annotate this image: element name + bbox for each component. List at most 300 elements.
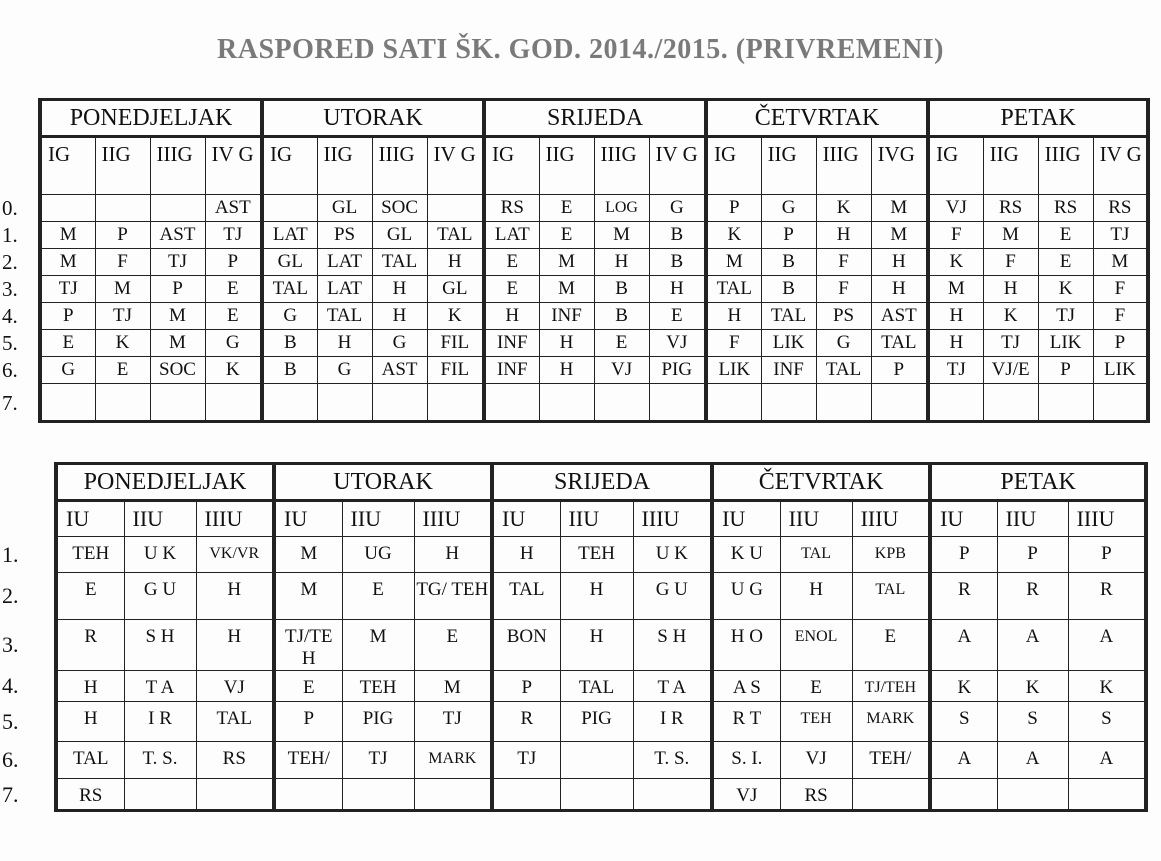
schedule-cell: A S xyxy=(712,671,780,702)
schedule-cell: TJ xyxy=(342,742,414,779)
schedule-cell: FIL xyxy=(427,357,484,384)
schedule-cell: S. I. xyxy=(712,742,780,779)
schedule-cell: F xyxy=(1093,276,1148,303)
schedule-cell xyxy=(761,384,816,422)
schedule-cell: M xyxy=(1093,249,1148,276)
schedule-cell: LIK xyxy=(706,357,761,384)
schedule-cell: TAL xyxy=(560,671,633,702)
schedule-cell xyxy=(150,384,205,422)
period-number: 5. xyxy=(2,331,18,355)
schedule-cell xyxy=(1093,384,1148,422)
schedule-cell: TAL xyxy=(706,276,761,303)
schedule-cell: P xyxy=(40,303,95,330)
schedule-cell: TAL xyxy=(852,573,930,620)
schedule-cell: S H xyxy=(124,620,196,671)
class-header: IG xyxy=(262,137,317,195)
schedule-cell: A xyxy=(930,742,997,779)
schedule-cell: K xyxy=(930,671,997,702)
schedule-cell: GL xyxy=(317,195,372,222)
schedule-cell: B xyxy=(594,276,649,303)
schedule-cell: F xyxy=(1093,303,1148,330)
schedule-cell: LAT xyxy=(484,222,539,249)
schedule-cell xyxy=(40,384,95,422)
day-header: UTORAK xyxy=(274,464,492,501)
schedule-cell: A xyxy=(997,742,1068,779)
schedule-cell xyxy=(124,779,196,811)
schedule-cell xyxy=(205,384,262,422)
class-header: IU xyxy=(930,501,997,537)
class-header: IIU xyxy=(780,501,852,537)
schedule-cell: B xyxy=(761,249,816,276)
schedule-cell xyxy=(317,384,372,422)
day-header: ČETVRTAK xyxy=(706,100,928,137)
schedule-cell: VJ xyxy=(649,330,706,357)
schedule-cell: H xyxy=(56,671,124,702)
schedule-cell: E xyxy=(780,671,852,702)
schedule-cell xyxy=(427,384,484,422)
schedule-cell xyxy=(484,384,539,422)
schedule-cell: TJ/TEH xyxy=(852,671,930,702)
schedule-cell: VJ xyxy=(196,671,274,702)
schedule-cell: TEH xyxy=(56,537,124,573)
schedule-cell: R xyxy=(56,620,124,671)
schedule-cell: M xyxy=(150,303,205,330)
schedule-cell: LIK xyxy=(1038,330,1093,357)
schedule-cell: H xyxy=(56,702,124,742)
schedule-cell: P xyxy=(997,537,1068,573)
class-header: IIIG xyxy=(1038,137,1093,195)
schedule-cell: AST xyxy=(871,303,928,330)
period-number: 2. xyxy=(2,250,18,274)
schedule-cell: RS xyxy=(1038,195,1093,222)
schedule-cell xyxy=(262,384,317,422)
schedule-cell: GL xyxy=(372,222,427,249)
schedule-cell: TJ xyxy=(414,702,492,742)
schedule-cell: TJ xyxy=(95,303,150,330)
schedule-cell: H xyxy=(196,573,274,620)
day-header: SRIJEDA xyxy=(492,464,712,501)
period-number: 5. xyxy=(2,708,19,734)
schedule-cell: G xyxy=(317,357,372,384)
schedule-cell: F xyxy=(95,249,150,276)
schedule-cell: MARK xyxy=(852,702,930,742)
class-header: IIIG xyxy=(594,137,649,195)
schedule-cell: H xyxy=(317,330,372,357)
schedule-cell xyxy=(928,384,983,422)
schedule-cell: R T xyxy=(712,702,780,742)
schedule-cell: T. S. xyxy=(124,742,196,779)
schedule-cell: INF xyxy=(761,357,816,384)
schedule-cell: M xyxy=(274,537,342,573)
schedule-cell: K xyxy=(983,303,1038,330)
schedule-cell: TAL xyxy=(492,573,560,620)
schedule-table-g xyxy=(0,98,1150,423)
schedule-cell: H xyxy=(983,276,1038,303)
schedule-cell: H xyxy=(372,303,427,330)
schedule-cell: TAL xyxy=(816,357,871,384)
schedule-cell xyxy=(1068,779,1146,811)
schedule-cell: I R xyxy=(633,702,712,742)
schedule-cell: PIG xyxy=(342,702,414,742)
schedule-cell: LAT xyxy=(317,249,372,276)
schedule-cell: TAL xyxy=(761,303,816,330)
schedule-cell: P xyxy=(930,537,997,573)
class-header: IIIG xyxy=(372,137,427,195)
schedule-cell: E xyxy=(539,195,594,222)
schedule-cell: B xyxy=(262,357,317,384)
schedule-cell: K xyxy=(928,249,983,276)
class-header: IIIU xyxy=(1068,501,1146,537)
schedule-cell: H xyxy=(780,573,852,620)
period-number: 2. xyxy=(2,583,19,608)
schedule-cell: UG xyxy=(342,537,414,573)
class-header: IIG xyxy=(761,137,816,195)
schedule-cell: LIK xyxy=(1093,357,1148,384)
schedule-cell: TJ xyxy=(1038,303,1093,330)
schedule-cell: E xyxy=(1038,249,1093,276)
schedule-cell: TAL xyxy=(317,303,372,330)
schedule-cell: R xyxy=(930,573,997,620)
schedule-cell: R xyxy=(1068,573,1146,620)
schedule-cell xyxy=(706,384,761,422)
class-header: IU xyxy=(492,501,560,537)
class-header: IIIU xyxy=(414,501,492,537)
schedule-cell: U K xyxy=(124,537,196,573)
schedule-cell: P xyxy=(761,222,816,249)
schedule-cell: H xyxy=(594,249,649,276)
class-header: IV G xyxy=(1093,137,1148,195)
schedule-cell: M xyxy=(274,573,342,620)
schedule-cell: P xyxy=(492,671,560,702)
day-header: UTORAK xyxy=(262,100,484,137)
period-number: 7. xyxy=(2,390,18,415)
schedule-cell: TG/ TEH xyxy=(414,573,492,620)
schedule-cell: RS xyxy=(484,195,539,222)
schedule-cell: MARK xyxy=(414,742,492,779)
schedule-cell: LOG xyxy=(594,195,649,222)
schedule-cell xyxy=(95,384,150,422)
schedule-cell xyxy=(871,384,928,422)
schedule-cell: VJ xyxy=(712,779,780,811)
class-header: IIG xyxy=(317,137,372,195)
schedule-cell: TEH xyxy=(560,537,633,573)
schedule-cell: H xyxy=(871,276,928,303)
schedule-cell: S xyxy=(930,702,997,742)
schedule-cell: H xyxy=(484,303,539,330)
period-number: 1. xyxy=(2,541,19,567)
schedule-cell: B xyxy=(649,249,706,276)
corner-cell xyxy=(0,464,56,501)
class-header: IV G xyxy=(649,137,706,195)
schedule-cell: E xyxy=(484,276,539,303)
schedule-cell: K xyxy=(427,303,484,330)
schedule-cell: K xyxy=(997,671,1068,702)
schedule-cell: M xyxy=(983,222,1038,249)
schedule-cell: P xyxy=(205,249,262,276)
schedule-cell: H xyxy=(539,330,594,357)
schedule-cell: T A xyxy=(124,671,196,702)
schedule-cell: K xyxy=(205,357,262,384)
schedule-cell: TJ xyxy=(150,249,205,276)
schedule-cell: U K xyxy=(633,537,712,573)
corner-cell xyxy=(0,137,40,195)
schedule-cell: H xyxy=(928,303,983,330)
period-number: 7. xyxy=(2,781,19,807)
schedule-cell: M xyxy=(871,222,928,249)
schedule-cell: A xyxy=(1068,742,1146,779)
day-header: PONEDJELJAK xyxy=(40,100,262,137)
schedule-cell: E xyxy=(1038,222,1093,249)
period-number: 4. xyxy=(2,673,19,698)
schedule-cell xyxy=(560,742,633,779)
day-header: PONEDJELJAK xyxy=(56,464,274,501)
schedule-cell: M xyxy=(706,249,761,276)
schedule-cell: VJ xyxy=(928,195,983,222)
schedule-cell: VJ xyxy=(594,357,649,384)
schedule-cell xyxy=(594,384,649,422)
schedule-cell: TJ xyxy=(40,276,95,303)
schedule-cell: K xyxy=(95,330,150,357)
schedule-cell: S xyxy=(997,702,1068,742)
day-header: ČETVRTAK xyxy=(712,464,930,501)
schedule-cell xyxy=(560,779,633,811)
schedule-cell: R xyxy=(492,702,560,742)
schedule-cell: H xyxy=(492,537,560,573)
schedule-cell: H O xyxy=(712,620,780,671)
schedule-cell: VJ xyxy=(780,742,852,779)
schedule-cell xyxy=(492,779,560,811)
schedule-cell: H xyxy=(816,222,871,249)
schedule-cell xyxy=(1038,384,1093,422)
class-header: IIG xyxy=(95,137,150,195)
class-header: IV G xyxy=(205,137,262,195)
schedule-cell: K xyxy=(1038,276,1093,303)
schedule-cell: P xyxy=(274,702,342,742)
schedule-cell: G xyxy=(649,195,706,222)
schedule-cell: TAL xyxy=(780,537,852,573)
schedule-cell: F xyxy=(983,249,1038,276)
class-header: IIU xyxy=(560,501,633,537)
schedule-cell: TAL xyxy=(427,222,484,249)
schedule-cell: H xyxy=(560,620,633,671)
period-number: 1. xyxy=(2,223,18,247)
class-header: IIIU xyxy=(196,501,274,537)
schedule-cell: G xyxy=(372,330,427,357)
period-number: 6. xyxy=(2,747,19,772)
schedule-cell: TJ xyxy=(492,742,560,779)
schedule-cell: S xyxy=(1068,702,1146,742)
schedule-cell: VK/VR xyxy=(196,537,274,573)
schedule-cell: RS xyxy=(983,195,1038,222)
schedule-cell xyxy=(997,779,1068,811)
schedule-cell: T. S. xyxy=(633,742,712,779)
schedule-cell xyxy=(95,195,150,222)
schedule-cell: TAL xyxy=(262,276,317,303)
schedule-cell xyxy=(983,384,1038,422)
schedule-cell: ENOL xyxy=(780,620,852,671)
schedule-cell: G U xyxy=(124,573,196,620)
class-header: IIU xyxy=(342,501,414,537)
schedule-cell: H xyxy=(928,330,983,357)
schedule-cell: VJ/E xyxy=(983,357,1038,384)
schedule-cell xyxy=(262,195,317,222)
class-header: IU xyxy=(56,501,124,537)
schedule-cell: B xyxy=(262,330,317,357)
schedule-cell: G xyxy=(205,330,262,357)
class-header: IG xyxy=(928,137,983,195)
schedule-cell xyxy=(40,195,95,222)
schedule-cell: PS xyxy=(317,222,372,249)
schedule-cell: LIK xyxy=(761,330,816,357)
schedule-cell: B xyxy=(761,276,816,303)
class-header: IIG xyxy=(983,137,1038,195)
schedule-cell: PS xyxy=(816,303,871,330)
schedule-cell: RS xyxy=(56,779,124,811)
schedule-cell: TAL xyxy=(56,742,124,779)
schedule-cell: H xyxy=(560,573,633,620)
schedule-cell: TAL xyxy=(196,702,274,742)
schedule-cell: G xyxy=(816,330,871,357)
schedule-cell: BON xyxy=(492,620,560,671)
schedule-cell: M xyxy=(928,276,983,303)
schedule-cell xyxy=(930,779,997,811)
schedule-cell xyxy=(852,779,930,811)
schedule-cell: RS xyxy=(780,779,852,811)
class-header: IG xyxy=(40,137,95,195)
schedule-cell: M xyxy=(95,276,150,303)
schedule-cell: TJ xyxy=(928,357,983,384)
schedule-cell xyxy=(649,384,706,422)
schedule-cell xyxy=(342,779,414,811)
schedule-cell: TJ xyxy=(1093,222,1148,249)
schedule-cell: M xyxy=(594,222,649,249)
class-header: IIG xyxy=(539,137,594,195)
schedule-cell: PIG xyxy=(649,357,706,384)
class-header: IV G xyxy=(427,137,484,195)
class-header: IIIU xyxy=(852,501,930,537)
schedule-cell xyxy=(414,779,492,811)
period-number: 6. xyxy=(2,358,18,382)
schedule-cell xyxy=(427,195,484,222)
schedule-cell: INF xyxy=(484,330,539,357)
schedule-cell: F xyxy=(816,276,871,303)
schedule-cell: P xyxy=(1038,357,1093,384)
schedule-cell xyxy=(196,779,274,811)
period-number: 3. xyxy=(2,632,19,657)
period-number: 4. xyxy=(2,304,18,328)
schedule-cell: M xyxy=(40,222,95,249)
schedule-cell: KPB xyxy=(852,537,930,573)
schedule-cell: E xyxy=(40,330,95,357)
class-header: IIIG xyxy=(816,137,871,195)
schedule-cell: G xyxy=(761,195,816,222)
schedule-cell: B xyxy=(594,303,649,330)
schedule-cell: SOC xyxy=(150,357,205,384)
period-number: 3. xyxy=(2,277,18,301)
schedule-cell: K xyxy=(706,222,761,249)
schedule-cell: TAL xyxy=(871,330,928,357)
day-header: PETAK xyxy=(928,100,1148,137)
period-number: 0. xyxy=(2,196,18,220)
schedule-cell: T A xyxy=(633,671,712,702)
class-header: IVG xyxy=(871,137,928,195)
schedule-cell: I R xyxy=(124,702,196,742)
schedule-cell: M xyxy=(539,276,594,303)
schedule-cell xyxy=(539,384,594,422)
schedule-cell xyxy=(372,384,427,422)
schedule-cell: TJ/TE H xyxy=(274,620,342,671)
schedule-cell: H xyxy=(414,537,492,573)
schedule-cell: TEH xyxy=(780,702,852,742)
corner-cell xyxy=(0,100,40,137)
schedule-cell: M xyxy=(40,249,95,276)
schedule-cell: H xyxy=(871,249,928,276)
schedule-cell xyxy=(150,195,205,222)
schedule-cell: TEH xyxy=(342,671,414,702)
schedule-cell: M xyxy=(539,249,594,276)
schedule-cell: H xyxy=(196,620,274,671)
schedule-cell: S H xyxy=(633,620,712,671)
schedule-cell: E xyxy=(95,357,150,384)
schedule-cell: F xyxy=(706,330,761,357)
schedule-cell: B xyxy=(649,222,706,249)
schedule-cell: U G xyxy=(712,573,780,620)
schedule-cell: P xyxy=(1093,330,1148,357)
schedule-cell: E xyxy=(205,303,262,330)
class-header: IU xyxy=(274,501,342,537)
schedule-cell: RS xyxy=(1093,195,1148,222)
schedule-cell: AST xyxy=(372,357,427,384)
schedule-cell: R xyxy=(997,573,1068,620)
schedule-cell: K xyxy=(1068,671,1146,702)
schedule-cell xyxy=(274,779,342,811)
schedule-cell: F xyxy=(816,249,871,276)
schedule-cell: INF xyxy=(539,303,594,330)
day-header: SRIJEDA xyxy=(484,100,706,137)
schedule-cell: P xyxy=(95,222,150,249)
schedule-cell: M xyxy=(414,671,492,702)
class-header: IG xyxy=(484,137,539,195)
schedule-cell: G xyxy=(40,357,95,384)
schedule-cell: AST xyxy=(150,222,205,249)
schedule-cell: RS xyxy=(196,742,274,779)
schedule-cell: H xyxy=(539,357,594,384)
schedule-cell: H xyxy=(372,276,427,303)
schedule-cell: A xyxy=(930,620,997,671)
schedule-cell: TJ xyxy=(983,330,1038,357)
schedule-cell: F xyxy=(928,222,983,249)
class-header: IG xyxy=(706,137,761,195)
class-header: IU xyxy=(712,501,780,537)
schedule-cell: TEH/ xyxy=(274,742,342,779)
schedule-cell: E xyxy=(56,573,124,620)
schedule-cell: K xyxy=(816,195,871,222)
page-title: RASPORED SATI ŠK. GOD. 2014./2015. (PRIVREMENI) xyxy=(217,34,944,65)
schedule-cell: E xyxy=(484,249,539,276)
schedule-cell: P xyxy=(1068,537,1146,573)
schedule-cell: A xyxy=(997,620,1068,671)
schedule-cell: E xyxy=(205,276,262,303)
class-header: IIIU xyxy=(633,501,712,537)
schedule-cell: P xyxy=(706,195,761,222)
schedule-cell: E xyxy=(274,671,342,702)
schedule-cell: H xyxy=(706,303,761,330)
schedule-cell: G xyxy=(262,303,317,330)
class-header: IIU xyxy=(997,501,1068,537)
schedule-cell: G U xyxy=(633,573,712,620)
schedule-cell: M xyxy=(150,330,205,357)
schedule-cell: E xyxy=(649,303,706,330)
